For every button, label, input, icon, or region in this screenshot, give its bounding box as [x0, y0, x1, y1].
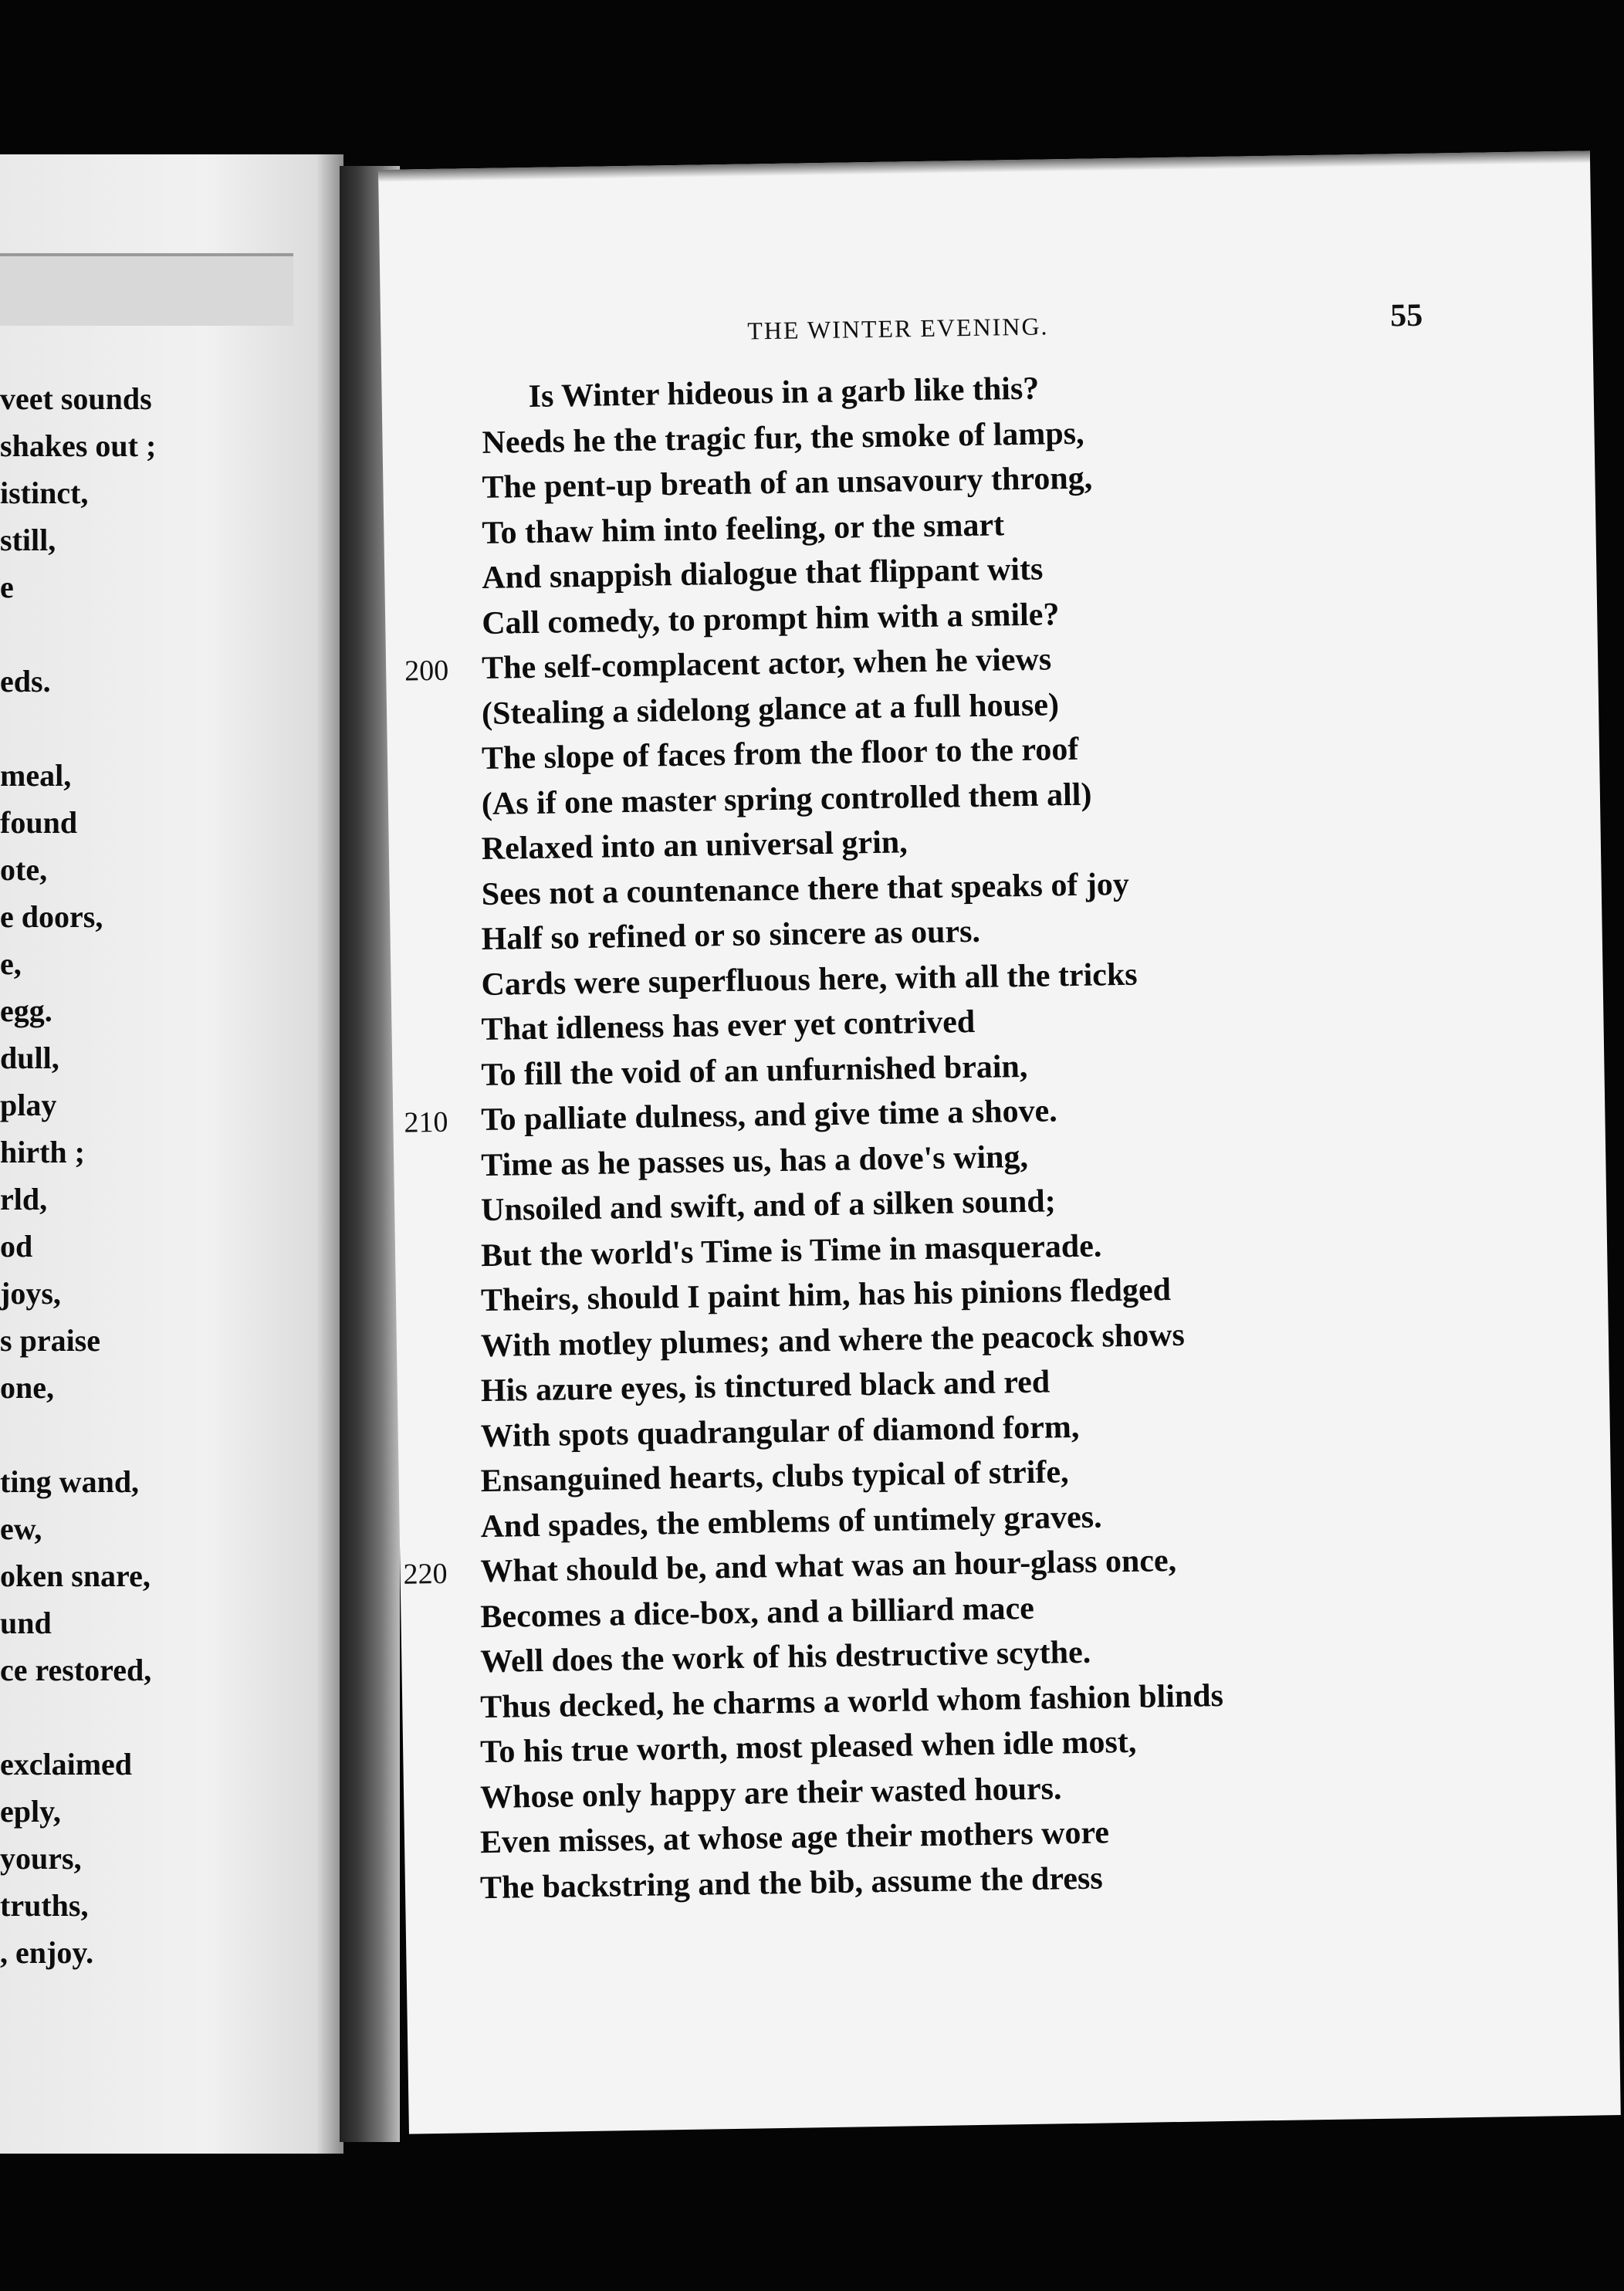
poem-line: Unsoiled and swift, and of a silken sound; [480, 1183, 1057, 1229]
poem-line: To his true worth, most pleased when idle most, [479, 1724, 1137, 1771]
poem-line: To fill the void of an unfurnished brain, [481, 1048, 1028, 1093]
poem-line: The backstring and the bib, assume the dress [479, 1860, 1103, 1906]
left-page-line-fragment: eds. [0, 664, 51, 699]
left-page-line-fragment: e, [0, 946, 22, 981]
poem-line: With motley plumes; and where the peacock shows [480, 1317, 1186, 1364]
left-page-line-fragment: one, [0, 1370, 54, 1405]
left-page-line-fragment: veet sounds [0, 381, 152, 416]
poem-line: But the world's Time is Time in masquerade. [480, 1227, 1102, 1274]
left-page-line-fragment: , enjoy. [0, 1935, 94, 1970]
left-page-line-fragment: truths, [0, 1888, 89, 1923]
poem-line: Sees not a countenance there that speaks of joy [481, 866, 1130, 912]
poem-line: Half so refined or so sincere as ours. [481, 913, 981, 958]
left-page-line-fragment: exclaimed [0, 1747, 133, 1782]
poem-line: With spots quadrangular of diamond form, [480, 1409, 1080, 1454]
left-page-line-fragment: eply, [0, 1794, 61, 1829]
left-page-line-fragment: egg. [0, 993, 52, 1028]
poem-line: To palliate dulness, and give time a shove. [480, 1093, 1058, 1139]
poem-line: The slope of faces from the floor to the roof [481, 731, 1079, 777]
left-page-line-fragment: ote, [0, 852, 48, 887]
line-number: 210 [404, 1105, 448, 1139]
poem-line: Even misses, at whose age their mothers wore [479, 1815, 1110, 1861]
left-page-line-fragment: meal, [0, 758, 72, 793]
left-page-line-fragment: rld, [0, 1182, 48, 1217]
left-page-line-fragment: found [0, 805, 78, 840]
poem-line: (As if one master spring controlled them all) [481, 777, 1092, 822]
poem-line: And snappish dialogue that flippant wits [481, 551, 1044, 596]
poem-line: What should be, and what was an hour-glass once, [480, 1542, 1177, 1590]
poem-line: Becomes a dice-box, and a billiard mace [480, 1590, 1035, 1635]
poem-line: Thus decked, he charms a world whom fashion blinds [479, 1677, 1224, 1725]
poem-line: Cards were superfluous here, with all the tricks [481, 956, 1138, 1003]
poem-line: And spades, the emblems of untimely graves. [480, 1498, 1102, 1545]
left-page-line-fragment: play [0, 1088, 57, 1122]
left-page-top-edge [0, 253, 293, 326]
line-number: 220 [403, 1557, 448, 1591]
poem-line: To thaw him into feeling, or the smart [482, 506, 1005, 551]
left-page-line-fragment: s praise [0, 1323, 100, 1358]
running-head: THE WINTER EVENING. [747, 312, 1049, 345]
poem-line: Call comedy, to prompt him with a smile? [481, 596, 1060, 641]
poem-line: (Stealing a sidelong glance at a full house) [481, 686, 1060, 732]
line-number: 200 [404, 654, 449, 688]
left-page-line-fragment: joys, [0, 1276, 61, 1311]
left-page-line-fragment: ew, [0, 1511, 42, 1546]
left-page-line-fragment: istinct, [0, 475, 89, 510]
poem-line: Needs he the tragic fur, the smoke of lamps, [482, 415, 1084, 461]
page-number: 55 [1389, 297, 1423, 334]
poem-line: The pent-up breath of an unsavoury throng, [482, 460, 1093, 506]
poem-line: The self-complacent actor, when he views [481, 641, 1052, 686]
left-page-line-fragment: still, [0, 523, 56, 557]
left-page-line-fragment: ce restored, [0, 1653, 152, 1687]
left-page-line-fragment: hirth ; [0, 1135, 85, 1169]
poem-line: Whose only happy are their wasted hours. [479, 1770, 1062, 1816]
left-page-line-fragment: oken snare, [0, 1558, 151, 1593]
left-page-line-fragment: ting wand, [0, 1464, 140, 1499]
left-page [0, 154, 343, 2154]
poem-line: Relaxed into an universal grin, [481, 824, 908, 868]
left-page-line-fragment: dull, [0, 1041, 59, 1075]
left-page-line-fragment: yours, [0, 1841, 82, 1876]
left-page-line-fragment: e [0, 570, 14, 604]
left-page-line-fragment: od [0, 1229, 33, 1264]
right-page [378, 151, 1621, 2134]
left-page-line-fragment: und [0, 1606, 52, 1640]
poem-line: Time as he passes us, has a dove's wing, [480, 1139, 1029, 1183]
poem-line: Well does the work of his destructive scythe. [480, 1634, 1091, 1680]
left-page-line-fragment: shakes out ; [0, 428, 157, 463]
poem-line: Is Winter hideous in a garb like this? [528, 371, 1040, 415]
poem-line: That idleness has ever yet contrived [481, 1003, 976, 1048]
poem-line: His azure eyes, is tinctured black and red [480, 1364, 1051, 1409]
poem-text [381, 359, 1619, 2076]
poem-line: Theirs, should I paint him, has his pinions fledged [480, 1272, 1172, 1319]
left-page-line-fragment: e doors, [0, 899, 103, 934]
poem-line: Ensanguined hearts, clubs typical of strife, [480, 1454, 1069, 1500]
